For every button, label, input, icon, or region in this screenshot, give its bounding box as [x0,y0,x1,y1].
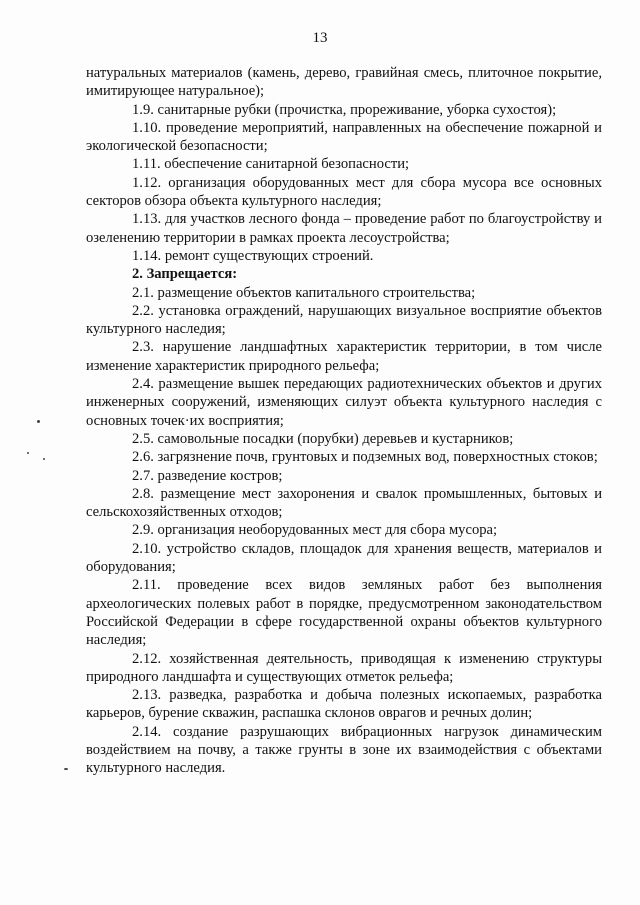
list-item-1-10: 1.10. проведение мероприятий, направленных на обеспечение пожарной и экологической безопасности; [86,119,602,155]
list-item-2-8: 2.8. размещение мест захоронения и свалок промышленных, бытовых и сельскохозяйственных отходов; [86,485,602,521]
list-item-2-6: 2.6. загрязнение почв, грунтовых и подземных вод, поверхностных стоков; [132,449,598,466]
list-item-1-13: 1.13. для участков лесного фонда – проведение работ по благоустройству и озеленению территории в рамках проекта лесоустройства; [86,211,602,246]
list-item-2-12: 2.12. хозяйственная деятельность, приводящая к изменению структуры природного ландшафта и существующих отметок рельефа; [86,650,602,685]
page-number: 13 [312,30,328,46]
paragraph-continuation: натуральных материалов (камень, дерево, гравийная смесь, плиточное покрытие, имитирующее натуральное); [86,65,602,100]
list-item-2-2: 2.2. установка ограждений, нарушающих визуальное восприятие объектов культурного наследия; [86,302,602,338]
list-item-2-13: 2.13. разведка, разработка и добыча полезных ископаемых, разработка карьеров, бурение скважин, распашка склонов оврагов и речных долин; [86,687,602,722]
list-item-1-12: 1.12. организация оборудованных мест для сбора мусора все основных секторов обзора объекта культурного наследия; [86,174,602,210]
list-item-1-14: 1.14. ремонт существующих строений. [132,247,374,264]
scan-speck [37,420,40,423]
list-item-1-9: 1.9. санитарные рубки (прочистка, прореживание, уборка сухостоя); [132,101,557,118]
list-item-2-4: 2.4. размещение вышек передающих радиотехнических объектов и других инженерных сооружений, изменяющих силуэт объекта культурного наследия с основных точек·их восприятия; [86,376,602,429]
list-item-2-7: 2.7. разведение костров; [132,467,283,484]
list-item-2-1: 2.1. размещение объектов капитального строительства; [132,284,476,301]
scan-speck [64,768,68,770]
document-body [86,64,602,778]
list-item-2-9: 2.9. организация необорудованных мест для сбора мусора; [132,522,498,539]
scan-speck [27,452,29,454]
list-item-2-3: 2.3. нарушение ландшафтных характеристик территории, в том числе изменение характеристик природного рельефа; [86,339,602,374]
list-item-2-10: 2.10. устройство складов, площадок для хранения веществ, материалов и оборудования; [86,540,602,576]
list-item-2-5: 2.5. самовольные посадки (порубки) деревьев и кустарников; [132,430,514,447]
section-heading: 2. Запрещается: [132,266,238,283]
list-item-1-11: 1.11. обеспечение санитарной безопасности; [132,156,410,173]
list-item-2-14: 2.14. создание разрушающих вибрационных нагрузок динамическим воздействием на почву, а также грунты в зоне их взаимодействия с объектами культурного наследия. [86,723,602,777]
scan-speck [43,458,45,460]
list-item-2-11: 2.11. проведение всех видов земляных работ без выполнения археологических полевых работ в порядке, предусмотренном законодательством Российской Федерации в сфере государственной охраны объектов культурного наследия; [86,577,602,649]
